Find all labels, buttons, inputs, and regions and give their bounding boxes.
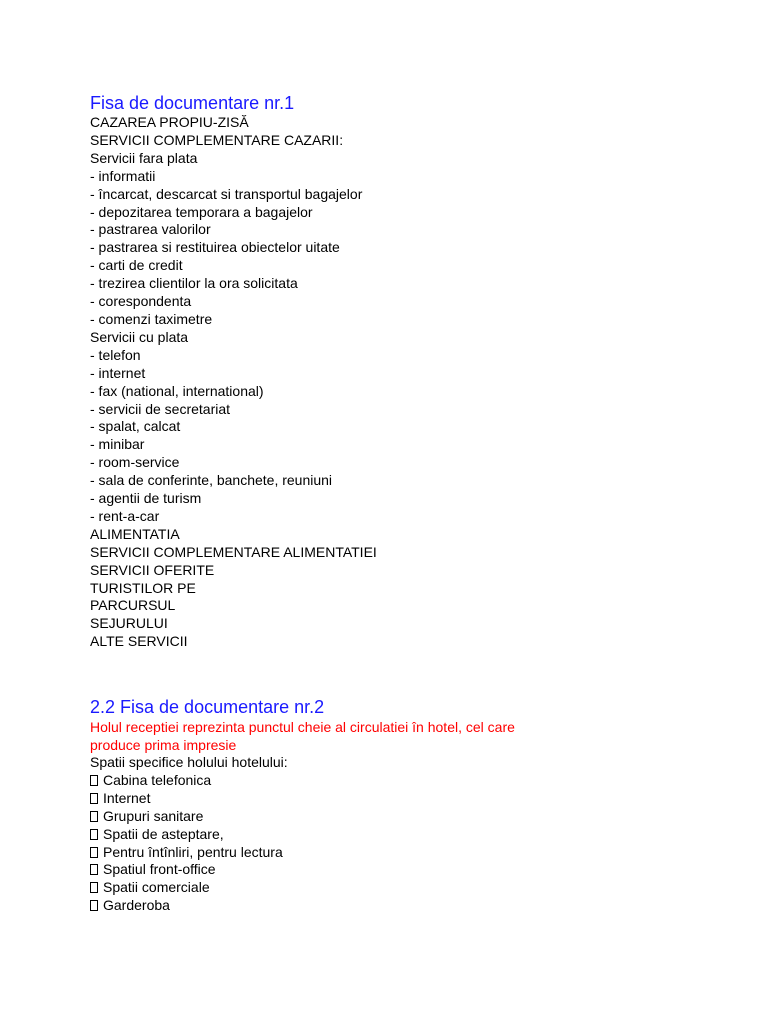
line-sejurului: SEJURULUI	[90, 615, 168, 632]
list-item-label: Spatii comerciale	[103, 879, 210, 896]
checkbox-icon	[90, 829, 98, 840]
list-item	[90, 879, 560, 897]
list-item: - carti de credit	[90, 257, 183, 274]
list-item: - servicii de secretariat	[90, 400, 231, 417]
list-item: - pastrarea si restituirea obiectelor uitate	[90, 239, 340, 256]
list-item: - informatii	[90, 167, 156, 184]
list-item: - rent-a-car	[90, 507, 160, 524]
line-cazarea: CAZAREA PROPIU-ZISĂ	[90, 114, 249, 130]
list-item: - minibar	[90, 436, 145, 453]
list-item	[90, 897, 560, 915]
section-2-subheading: Spatii specifice holului hotelului:	[90, 754, 288, 770]
list-item-label: Spatii de asteptare,	[103, 825, 224, 842]
section-2-intro: Holul receptiei reprezinta punctul cheie al circulatiei în hotel, cel care produce prima impresie	[90, 719, 515, 753]
list-item: - spalat, calcat	[90, 418, 181, 435]
list-item	[90, 826, 560, 844]
list-item: - telefon	[90, 346, 141, 363]
checkbox-icon	[90, 847, 98, 858]
line-servicii-complementare-alimentatiei: SERVICII COMPLEMENTARE ALIMENTATIEI	[90, 543, 377, 560]
list-item-label: Spatiul front-office	[103, 861, 216, 878]
line-turistilor-pe: TURISTILOR PE	[90, 579, 196, 596]
line-parcursul: PARCURSUL	[90, 597, 176, 614]
checkbox-icon	[90, 864, 98, 875]
section-1-title: Fisa de documentare nr.1	[90, 93, 295, 113]
line-alte-servicii: ALTE SERVICII	[90, 633, 188, 650]
line-servicii-fara-plata: Servicii fara plata	[90, 149, 198, 166]
list-item: - sala de conferinte, banchete, reuniuni	[90, 472, 333, 489]
line-alimentatia: ALIMENTATIA	[90, 525, 180, 542]
list-item: - comenzi taximetre	[90, 310, 213, 327]
line-servicii-cu-plata: Servicii cu plata	[90, 328, 189, 345]
section-fisa-2	[90, 696, 560, 915]
line-servicii-complementare-cazarii: SERVICII COMPLEMENTARE CAZARII:	[90, 131, 344, 148]
list-item: - trezirea clientilor la ora solicitata	[90, 275, 298, 292]
list-item: - pastrarea valorilor	[90, 221, 211, 238]
list-item	[90, 772, 560, 790]
list-item-label: Garderoba	[103, 897, 170, 914]
line-servicii-oferite: SERVICII OFERITE	[90, 561, 215, 578]
checkbox-icon	[90, 811, 98, 822]
list-item-label: Cabina telefonica	[103, 771, 212, 788]
checkbox-icon	[90, 882, 98, 893]
list-item: - room-service	[90, 454, 180, 471]
list-item-label: Internet	[103, 789, 151, 806]
list-item: - corespondenta	[90, 293, 192, 310]
checkbox-icon	[90, 793, 98, 804]
section-2-list	[90, 772, 560, 915]
checkbox-icon	[90, 775, 98, 786]
section-2-title: 2.2 Fisa de documentare nr.2	[90, 697, 325, 717]
list-item-label: Grupuri sanitare	[103, 807, 204, 824]
list-item	[90, 790, 560, 808]
list-item: - depozitarea temporara a bagajelor	[90, 203, 313, 220]
list-item: - internet	[90, 364, 146, 381]
list-item: - fax (national, international)	[90, 382, 264, 399]
list-item-label: Pentru întînliri, pentru lectura	[103, 843, 283, 860]
list-item: - încarcat, descarcat si transportul bagajelor	[90, 185, 363, 202]
section-1-lines	[90, 114, 377, 651]
list-item: - agentii de turism	[90, 490, 202, 507]
list-item	[90, 844, 560, 862]
checkbox-icon	[90, 900, 98, 911]
section-fisa-1	[90, 92, 377, 651]
list-item	[90, 808, 560, 826]
list-item	[90, 861, 560, 879]
